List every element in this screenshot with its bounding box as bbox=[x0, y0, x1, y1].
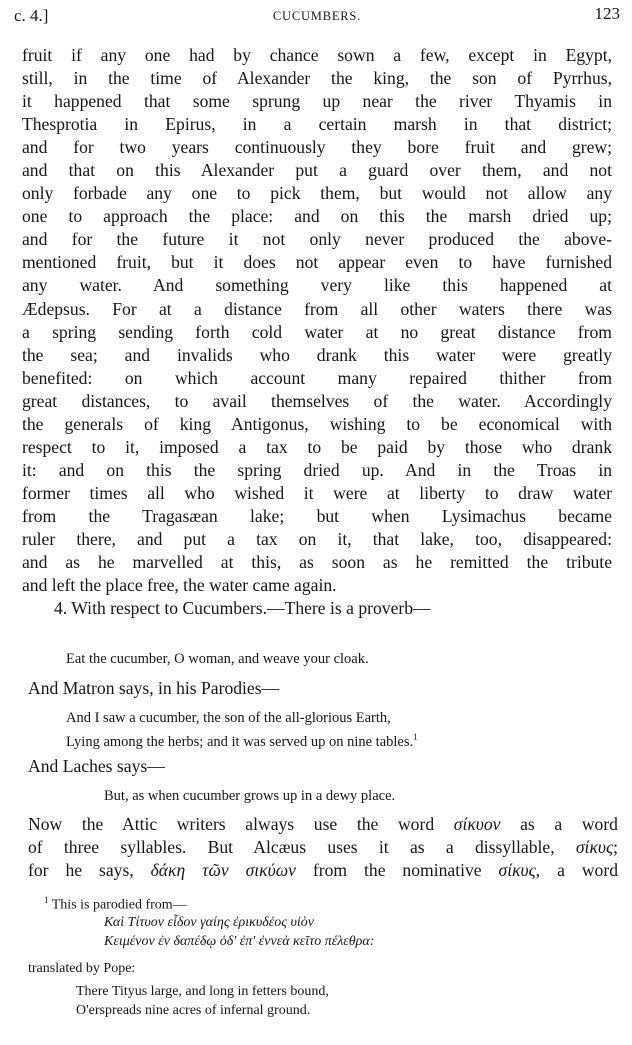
text-line: fruit if any one had by chance sown a few, except in Egypt, bbox=[22, 45, 612, 65]
text-line: respect to it, imposed a tax to be paid by those who drank bbox=[22, 436, 612, 457]
text-run: from the nominative bbox=[295, 860, 499, 880]
footnote-reference: 1 bbox=[413, 732, 418, 742]
text-line: one to approach the place: and on this the marsh dried up; bbox=[22, 206, 612, 227]
text-line: and for the future it not only never produced the above- bbox=[22, 229, 612, 250]
main-paragraph bbox=[22, 44, 612, 620]
running-header bbox=[14, 4, 620, 30]
matron-intro: And Matron says, in his Parodies— bbox=[28, 678, 280, 698]
text-line: a spring sending forth cold water at no great distance from bbox=[22, 321, 612, 342]
text-line: still, in the time of Alexander the king, the son of Pyrrhus, bbox=[22, 68, 612, 89]
text-line: it happened that some sprung up near the river Thyamis in bbox=[22, 91, 612, 112]
greek-word: σίκυς bbox=[575, 837, 614, 857]
pope-line-1: There Tityus large, and long in fetters bound, bbox=[76, 984, 329, 999]
text-line: Ædepsus. For at a distance from all other waters there was bbox=[22, 298, 612, 319]
laches-verse: But, as when cucumber grows up in a dewy place. bbox=[104, 788, 396, 804]
text-line: mentioned fruit, but it does not appear even to have furnished bbox=[22, 252, 612, 273]
page-number: 123 bbox=[594, 4, 620, 23]
footnote-greek-2: Κειμένον ἐν δαπέδῳ ὁδ' ἐπ' ἐννεὰ κεῖτο πέλεθρα: bbox=[104, 934, 375, 949]
text-line: the sea; and invalids who drank this water were greatly bbox=[22, 344, 612, 365]
text-line: ruler there, and put a tax on it, that lake, too, disappeared: bbox=[22, 528, 612, 549]
proverb-quote: Eat the cucumber, O woman, and weave your cloak. bbox=[66, 651, 369, 667]
text-line: only forbade any one to pick them, but would not allow any bbox=[22, 183, 612, 204]
text-line: and as he marvelled at this, as soon as he remitted the tribute bbox=[22, 552, 612, 573]
footnote-marker: 1 bbox=[44, 895, 49, 905]
text-line bbox=[28, 836, 618, 859]
laches-intro: And Laches says— bbox=[28, 756, 165, 776]
text-line: and left the place free, the water came again. bbox=[22, 575, 337, 596]
text-line: former times all who wished it were at liberty to draw water bbox=[22, 482, 612, 503]
text-run: , a word bbox=[535, 860, 618, 880]
section-reference: c. 4.] bbox=[14, 6, 49, 25]
text-line: from the Tragasæan lake; but when Lysimachus became bbox=[22, 505, 612, 526]
matron-verse-2-text: Lying among the herbs; and it was served up on nine tables. bbox=[66, 733, 414, 750]
text-line: great distances, to avail themselves of the water. Accordingly bbox=[22, 390, 612, 411]
page-title: CUCUMBERS. bbox=[272, 9, 362, 23]
footnote-translated: translated by Pope: bbox=[28, 961, 136, 976]
text-line bbox=[28, 859, 618, 882]
text-line: and that on this Alexander put a guard over them, and not bbox=[22, 160, 612, 181]
greek-word: σίκυον bbox=[453, 814, 501, 834]
text-line: any water. And something very like this happened at bbox=[22, 275, 612, 296]
text-line: Thesprotia in Epirus, in a certain marsh in that district; bbox=[22, 114, 612, 135]
footnote-greek-1: Καὶ Τίτυον εἶδον γαίης ἐρικυδέος υἱὸν bbox=[104, 915, 315, 930]
greek-word: δάκη τῶν σικύων bbox=[150, 860, 296, 880]
text-line: the generals of king Antigonus, wishing to be economical with bbox=[22, 413, 612, 434]
text-line: it: and on this the spring dried up. And in the Troas in bbox=[22, 459, 612, 480]
text-run: of three syllables. But Alcæus uses it as a dissyllable, bbox=[28, 837, 576, 857]
text-run: ; bbox=[613, 837, 618, 857]
section-4-heading: 4. With respect to Cucumbers.—There is a proverb— bbox=[54, 598, 431, 619]
greek-word: σίκυς bbox=[498, 860, 536, 880]
matron-verse-2 bbox=[66, 728, 418, 752]
text-line: benefited: on which account many repaired thither from bbox=[22, 367, 612, 388]
text-line: and for two years continuously they bore fruit and grew; bbox=[22, 137, 612, 158]
text-line bbox=[28, 813, 618, 836]
text-run: Now the Attic writers always use the word bbox=[28, 814, 454, 834]
matron-verse-1: And I saw a cucumber, the son of the all-glorious Earth, bbox=[66, 710, 391, 726]
text-run: as a word bbox=[500, 814, 618, 834]
footnote-intro-text: This is parodied from— bbox=[51, 897, 187, 913]
text-run: for he says, bbox=[28, 860, 151, 880]
pope-line-2: O'erspreads nine acres of infernal ground. bbox=[76, 1003, 311, 1018]
closing-paragraph bbox=[28, 813, 618, 882]
footnote-intro bbox=[44, 891, 187, 915]
